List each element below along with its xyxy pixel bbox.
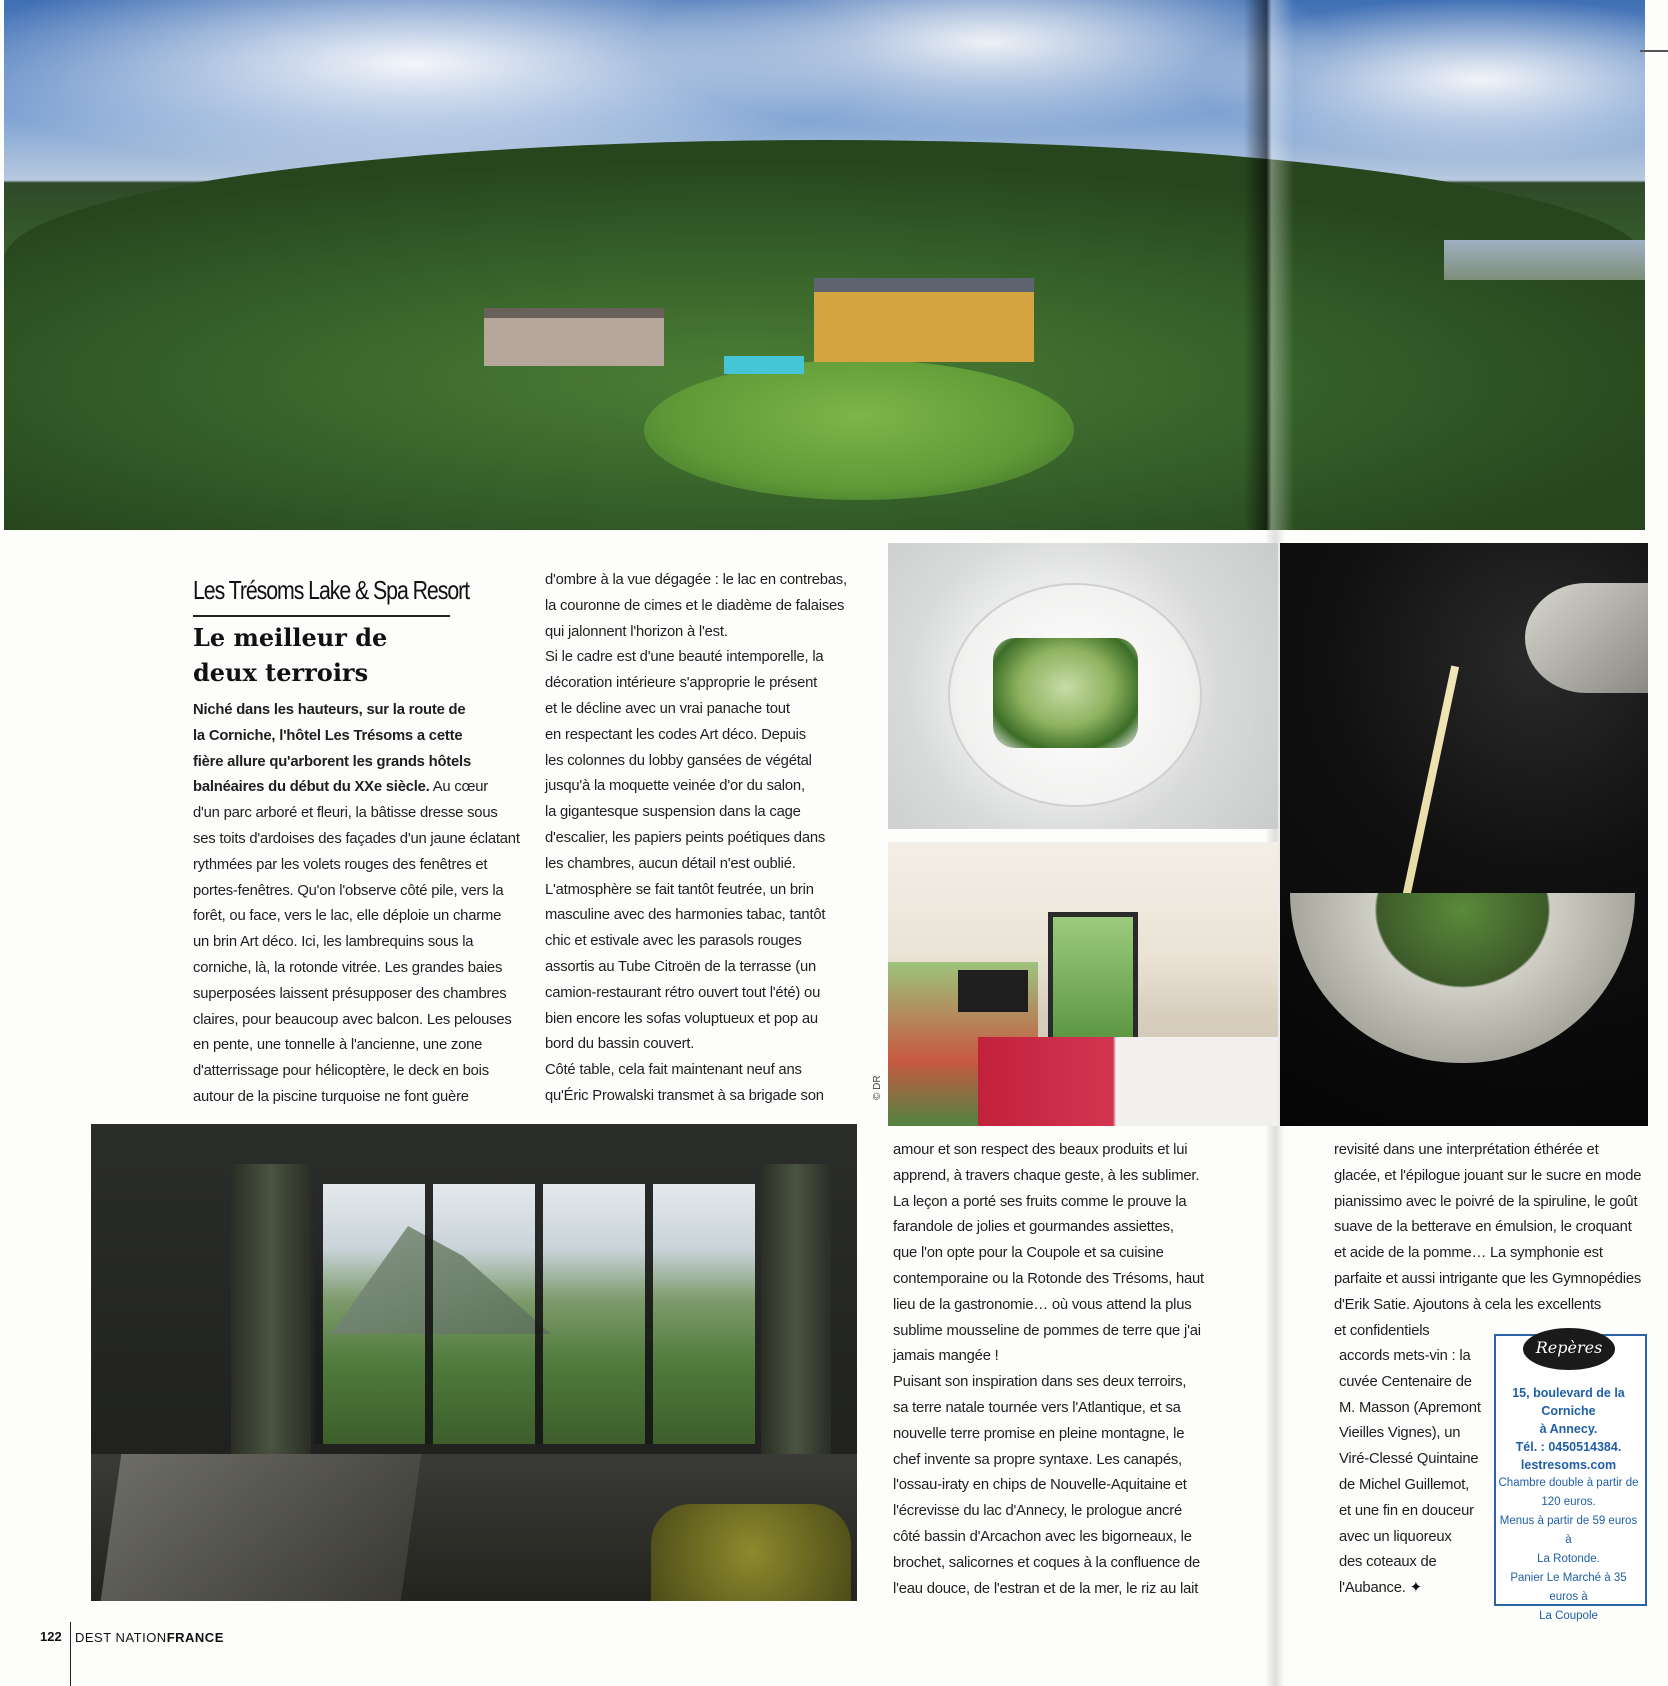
text-line: suave de la betterave en émulsion, le croquant (1334, 1219, 1632, 1236)
text-line: des coteaux de (1339, 1554, 1437, 1571)
suite-interior-photo (91, 1124, 857, 1601)
bedroom-photo (888, 842, 1278, 1126)
body-text: un brin Art déco. Ici, les lambrequins sous la (193, 934, 474, 951)
pouring-jug (1525, 583, 1648, 693)
pool (724, 356, 804, 374)
magazine-name (75, 1630, 224, 1645)
text-line (193, 982, 533, 1008)
text-line (193, 853, 533, 879)
footer-divider (70, 1622, 71, 1686)
margin-mark (1640, 50, 1668, 52)
text-line (193, 1033, 533, 1059)
text-line: sa terre natale tournée vers l'Atlantique, et sa (893, 1399, 1181, 1416)
text-line: bord du bassin couvert. (545, 1036, 695, 1053)
village-houses (484, 308, 664, 366)
body-text: Au cœur (429, 779, 489, 796)
reperes-details (1497, 1384, 1640, 1626)
info-line: Chambre double à partir de (1498, 1477, 1639, 1489)
text-line (193, 827, 533, 853)
body-text: rythmées par les volets rouges des fenêtres et (193, 856, 488, 873)
body-text: superposées laissent présupposer des chambres (193, 985, 507, 1002)
text-line (193, 724, 533, 750)
lead-text: Niché dans les hauteurs, sur la route de (193, 702, 466, 718)
lead-text: balnéaires du début du XXe siècle. (193, 779, 430, 796)
text-line: amour et son respect des beaux produits et lui (893, 1142, 1188, 1158)
website-link[interactable]: lestresoms.com (1520, 1458, 1617, 1472)
text-line: d'ombre à la vue dégagée : le lac en contrebas, (545, 572, 847, 588)
body-text: forêt, ou face, vers le lac, elle déploie un charme (193, 908, 502, 925)
curtain-right (761, 1164, 831, 1464)
text-line (193, 879, 533, 905)
text-line: d'escalier, les papiers peints poétiques dans (545, 829, 826, 846)
text-line: lieu de la gastronomie… où vous attend la plus (893, 1296, 1192, 1313)
tv-screen (958, 970, 1028, 1012)
page-gutter-shadow (1244, 0, 1294, 530)
headline-line-1: Le meilleur de (193, 623, 388, 652)
body-text: claires, pour beaucoup avec balcon. Les pelouses (193, 1011, 512, 1028)
text-line: revisité dans une interprétation éthérée et (1334, 1142, 1599, 1158)
text-line: et le décline avec un vrai panache tout (545, 700, 790, 717)
info-line: Menus à partir de 59 euros à (1499, 1515, 1638, 1546)
bed (101, 1454, 422, 1601)
lawn (644, 360, 1074, 500)
article-kicker: Les Trésoms Lake & Spa Resort (193, 575, 470, 605)
text-line: la gigantesque suspension dans la cage (545, 804, 801, 821)
text-line: côté bassin d'Arcachon avec les bigorneaux, le (893, 1528, 1192, 1545)
end-of-article-icon: ✦ (1409, 1580, 1422, 1597)
text-line: et une fin en douceur (1339, 1502, 1474, 1519)
text-line: sublime mousseline de pommes de terre que j'ai (893, 1322, 1201, 1339)
text-line (193, 750, 533, 776)
body-text: ses toits d'ardoises des façades d'un jaune éclatant (193, 830, 520, 847)
lead-text: la Corniche, l'hôtel Les Trésoms a cette (193, 727, 463, 744)
bed (978, 1037, 1278, 1126)
text-line: assortis au Tube Citroën de la terrasse (un (545, 958, 817, 975)
text-line (193, 930, 533, 956)
text-line (193, 801, 533, 827)
text-line: pianissimo avec le poivré de la spiruline, le goût (1334, 1193, 1638, 1210)
text-line: et acide de la pomme… La symphonie est (1334, 1245, 1603, 1262)
text-line (193, 698, 533, 724)
text-line: Si le cadre est d'une beauté intemporelle, la (545, 649, 824, 666)
text-line: Côté table, cela fait maintenant neuf ans (545, 1062, 802, 1079)
text-line: l'Aubance. ✦ (1339, 1580, 1422, 1597)
text-line (193, 1059, 533, 1085)
body-text: portes-fenêtres. Qu'on l'observe côté pile, vers la (193, 882, 504, 899)
text-line: la couronne de cimes et le diadème de falaises (545, 597, 845, 614)
text-line: de Michel Guillemot, (1339, 1476, 1470, 1493)
text-line: L'atmosphère se fait tantôt feutrée, un brin (545, 881, 814, 898)
text-line: masculine avec des harmonies tabac, tantôt (545, 907, 826, 924)
text-line: brochet, salicornes et coques à la confluence de (893, 1554, 1201, 1571)
body-text: d'un parc arboré et fleuri, la bâtisse dresse sous (193, 805, 498, 822)
dish-photo-fish (888, 543, 1278, 829)
hotel-building (814, 278, 1034, 362)
text-line (193, 1008, 533, 1034)
text-line: Vieilles Vignes), un (1339, 1425, 1461, 1442)
page-number: 122 (40, 1629, 62, 1644)
text-line: d'Erik Satie. Ajoutons à cela les excellents (1334, 1296, 1602, 1313)
text-line: glacée, et l'épilogue jouant sur le sucre en mode (1334, 1167, 1642, 1184)
reperes-title: Repères (1535, 1338, 1603, 1357)
text-line: en respectant les codes Art déco. Depuis (545, 726, 806, 743)
soup-pour-photo (1280, 543, 1648, 1126)
article-column-4-wide (1334, 1138, 1644, 1344)
address-line-1: 15, boulevard de la Corniche (1512, 1386, 1625, 1418)
info-line: Panier Le Marché à 35 euros à (1510, 1572, 1627, 1603)
text-line: M. Masson (Apremont (1339, 1399, 1481, 1416)
body-text: corniche, là, la rotonde vitrée. Les grandes baies (193, 959, 503, 976)
text-line: chic et estivale avec les parasols rouges (545, 933, 802, 950)
text-line (193, 1085, 533, 1111)
info-line: 120 euros. (1541, 1496, 1596, 1508)
lead-text: fière allure qu'arborent les grands hôtels (193, 753, 471, 770)
headline-line-2: deux terroirs (193, 658, 369, 687)
fish-dish (993, 638, 1138, 748)
text-line: qu'Éric Prowalski transmet à sa brigade son (545, 1087, 824, 1104)
article-column-1 (193, 698, 533, 1111)
text-line: bien encore les sofas voluptueux et pop au (545, 1010, 818, 1027)
info-line: La Coupole (1539, 1610, 1598, 1622)
text-line: les colonnes du lobby gansées de végétal (545, 752, 812, 769)
text-line: cuvée Centenaire de (1339, 1373, 1472, 1390)
text-line: les chambres, aucun détail n'est oublié. (545, 855, 796, 872)
photo-credit: © DR (872, 1075, 883, 1100)
curtain-left (231, 1164, 311, 1464)
article-column-4-narrow (1339, 1344, 1489, 1602)
text-line: accords mets-vin : la (1339, 1348, 1471, 1364)
magazine-prefix: DEST NATION (75, 1630, 167, 1645)
body-text: autour de la piscine turquoise ne font guère (193, 1088, 469, 1105)
info-line: La Rotonde. (1537, 1553, 1600, 1565)
text-line: l'eau douce, de l'estran et de la mer, le riz au lait (893, 1580, 1199, 1597)
kicker-underline (193, 615, 450, 617)
text-line: jamais mangée ! (893, 1348, 999, 1365)
text-line: La leçon a porté ses fruits comme le prouve la (893, 1193, 1187, 1210)
body-text: d'atterrissage pour hélicoptère, le deck en bois (193, 1063, 489, 1080)
text-line: que l'on opte pour la Coupole et sa cuisine (893, 1245, 1164, 1262)
text-line: contemporaine ou la Rotonde des Trésoms, haut (893, 1270, 1204, 1287)
article-column-2 (545, 568, 855, 1110)
body-text: en pente, une tonnelle à l'ancienne, une zone (193, 1037, 483, 1054)
text-line: jusqu'à la moquette veinée d'or du salon, (545, 778, 805, 795)
text-line: apprend, à travers chaque geste, à les sublimer. (893, 1167, 1200, 1184)
text-line: farandole de jolies et gourmandes assiettes, (893, 1219, 1174, 1236)
soup-bowl (1290, 893, 1635, 1063)
article-headline (193, 620, 493, 690)
text-line (193, 904, 533, 930)
text-line: avec un liquoreux (1339, 1528, 1452, 1545)
window-frames (315, 1184, 755, 1444)
text-line: l'ossau-iraty en chips de Nouvelle-Aquitaine et (893, 1477, 1187, 1494)
phone: Tél. : 0450514384. (1515, 1440, 1622, 1454)
magazine-suffix: FRANCE (166, 1630, 224, 1645)
text-line (193, 956, 533, 982)
text-line: décoration intérieure s'approprie le présent (545, 675, 818, 692)
text-line: nouvelle terre promise en pleine montagne, le (893, 1425, 1185, 1442)
armchair (651, 1504, 851, 1601)
text-line: chef invente sa propre syntaxe. Les canapés, (893, 1451, 1182, 1468)
text-line: et confidentiels (1334, 1322, 1430, 1339)
text-line (193, 775, 533, 801)
article-column-3 (893, 1138, 1223, 1602)
reperes-badge (1523, 1328, 1615, 1370)
distant-city (1444, 240, 1645, 280)
address-line-2: à Annecy. (1539, 1422, 1598, 1436)
text-line: camion-restaurant rétro ouvert tout l'été) ou (545, 984, 821, 1001)
text-line: parfaite et aussi intrigante que les Gymnopédies (1334, 1270, 1642, 1287)
text-line: Viré-Clessé Quintaine (1339, 1451, 1479, 1468)
text-line: l'écrevisse du lac d'Annecy, le prologue ancré (893, 1503, 1182, 1520)
text-line: Puisant son inspiration dans ses deux terroirs, (893, 1374, 1187, 1391)
text-line: qui jalonnent l'horizon à l'est. (545, 623, 728, 640)
hero-panorama-photo (4, 0, 1645, 530)
